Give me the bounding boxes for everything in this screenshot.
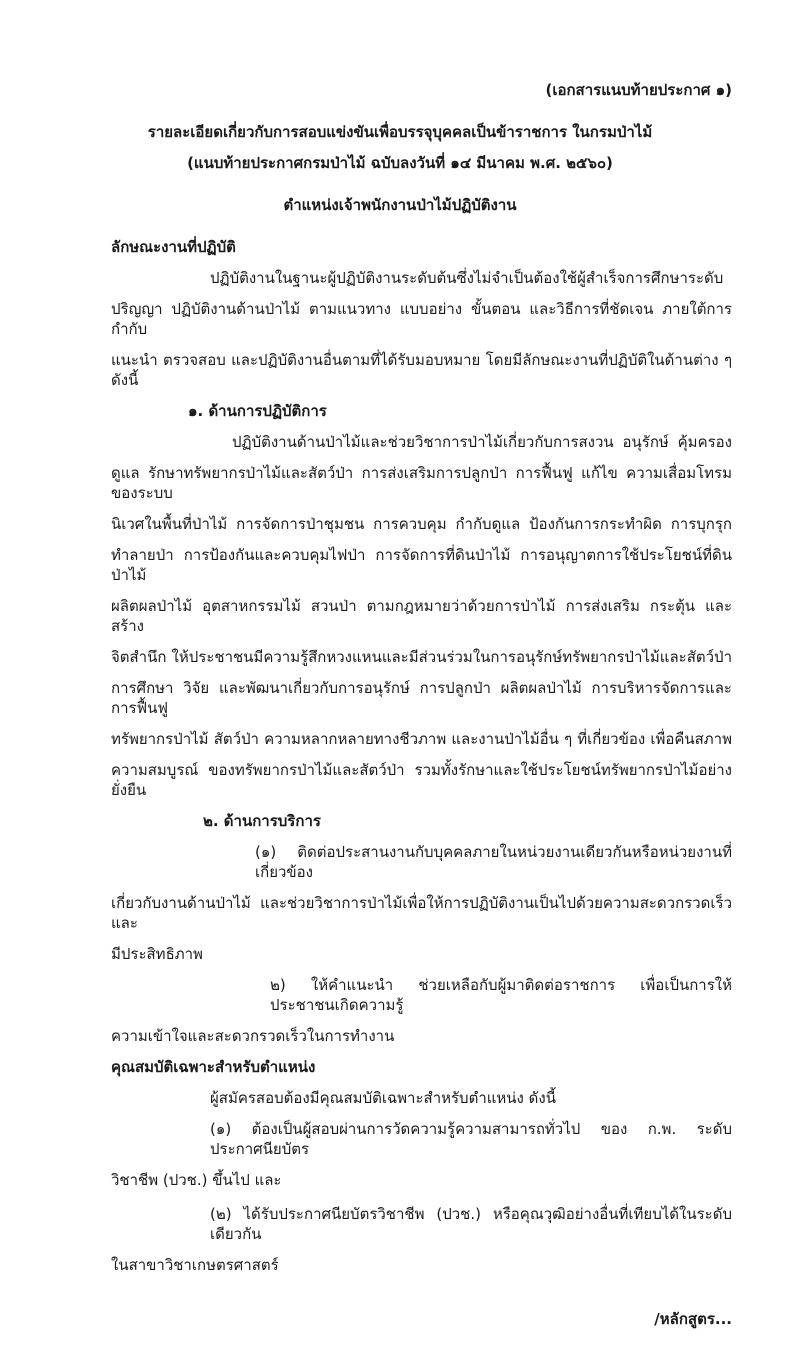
operations-line: นิเวศในพื้นที่ป่าไม้ การจัดการป่าชุมชน การควบคุม กำกับดูแล ป้องกันการกระทำผิด การบุกรุก <box>111 515 732 533</box>
operations-line: จิตสำนึก ให้ประชาชนมีความรู้สึกหวงแหนและมีส่วนร่วมในการอนุรักษ์ทรัพยากรป่าไม้และสัตว์ป่า <box>111 648 732 666</box>
services-item-line: (๑) ติดต่อประสานงานกับบุคคลภายในหน่วยงานเดียวกันหรือหน่วยงานที่เกี่ยวข้อง <box>255 843 732 881</box>
operations-line: ดูแล รักษาทรัพยากรป่าไม้และสัตว์ป่า การส่งเสริมการปลูกป่า การฟื้นฟู แก้ไข ความเสื่อมโทรมของระบบ <box>111 464 732 502</box>
services-item-line: มีประสิทธิภาพ <box>111 945 203 963</box>
services-item-line: เกี่ยวกับงานด้านป่าไม้ และช่วยวิชาการป่าไม้เพื่อให้การปฏิบัติงานเป็นไปด้วยความสะดวกรวดเร็วและ <box>111 894 732 932</box>
qualification-line: (๑) ต้องเป็นผู้สอบผ่านการวัดความรู้ความสามารถทั่วไป ของ ก.พ. ระดับประกาศนียบัตร <box>210 1120 732 1158</box>
operations-line: ทำลายป่า การป้องกันและควบคุมไฟป่า การจัดการที่ดินป่าไม้ การอนุญาตการใช้ประโยชน์ที่ดินป่าไม้ <box>111 546 732 584</box>
qualifications-heading: คุณสมบัติเฉพาะสำหรับตำแหน่ง <box>111 1058 316 1076</box>
duties-intro-line: แนะนำ ตรวจสอบ และปฏิบัติงานอื่นตามที่ได้รับมอบหมาย โดยมีลักษณะงานที่ปฏิบัติในด้านต่าง ๆ ดังนี้ <box>111 351 732 389</box>
duties-intro-line: ปริญญา ปฏิบัติงานด้านป่าไม้ ตามแนวทาง แบบอย่าง ขั้นตอน และวิธีการที่ชัดเจน ภายใต้การกำกับ <box>111 300 732 338</box>
duties-intro-line: ปฏิบัติงานในฐานะผู้ปฏิบัติงานระดับต้นซึ่งไม่จำเป็นต้องใช้ผู้สำเร็จการศึกษาระดับ <box>210 269 724 287</box>
continued-note: /หลักสูตร... <box>654 1310 732 1328</box>
qualification-line: วิชาชีพ (ปวช.) ขึ้นไป และ <box>111 1171 282 1189</box>
position-title: ตำแหน่งเจ้าพนักงานป่าไม้ปฏิบัติงาน <box>283 196 517 214</box>
operations-line: ปฏิบัติงานด้านป่าไม้และช่วยวิชาการป่าไม้เกี่ยวกับการสงวน อนุรักษ์ คุ้มครอง <box>232 433 732 451</box>
qualifications-intro: ผู้สมัครสอบต้องมีคุณสมบัติเฉพาะสำหรับตำแหน่ง ดังนี้ <box>210 1089 556 1107</box>
document-title: รายละเอียดเกี่ยวกับการสอบแข่งขันเพื่อบรรจุบุคคลเป็นข้าราชการ ในกรมป่าไม้ <box>147 123 653 141</box>
operations-line: การศึกษา วิจัย และพัฒนาเกี่ยวกับการอนุรักษ์ การปลูกป่า ผลิตผลป่าไม้ การบริหารจัดการและการฟื้นฟู <box>111 679 732 717</box>
duties-heading: ลักษณะงานที่ปฏิบัติ <box>111 238 236 256</box>
services-item-line: ความเข้าใจและสะดวกรวดเร็วในการทำงาน <box>111 1027 395 1045</box>
operations-line: ความสมบูรณ์ ของทรัพยากรป่าไม้และสัตว์ป่า รวมทั้งรักษาและใช้ประโยชน์ทรัพยากรป่าไม้อย่างยั่งยืน <box>111 761 732 799</box>
operations-line: ทรัพยากรป่าไม้ สัตว์ป่า ความหลากหลายทางชีวภาพ และงานป่าไม้อื่น ๆ ที่เกี่ยวข้อง เพื่อคืนสภาพ <box>111 730 732 748</box>
qualification-line: (๒) ได้รับประกาศนียบัตรวิชาชีพ (ปวช.) หรือคุณวุฒิอย่างอื่นที่เทียบได้ในระดับเดียวกัน <box>210 1205 732 1243</box>
operations-heading: ๑. ด้านการปฏิบัติการ <box>188 402 327 420</box>
attachment-note: (เอกสารแนบท้ายประกาศ ๑) <box>545 81 732 99</box>
qualification-line: ในสาขาวิชาเกษตรศาสตร์ <box>111 1256 279 1274</box>
document-subtitle: (แนบท้ายประกาศกรมป่าไม้ ฉบับลงวันที่ ๑๔ มีนาคม พ.ศ. ๒๕๖๐) <box>187 154 613 172</box>
services-item-line: ๒) ให้คำแนะนำ ช่วยเหลือกับผู้มาติดต่อราชการ เพื่อเป็นการให้ประชาชนเกิดความรู้ <box>270 976 732 1014</box>
services-heading: ๒. ด้านการบริการ <box>203 812 321 830</box>
operations-line: ผลิตผลป่าไม้ อุตสาหกรรมไม้ สวนป่า ตามกฎหมายว่าด้วยการป่าไม้ การส่งเสริม กระตุ้น และสร้าง <box>111 597 732 635</box>
